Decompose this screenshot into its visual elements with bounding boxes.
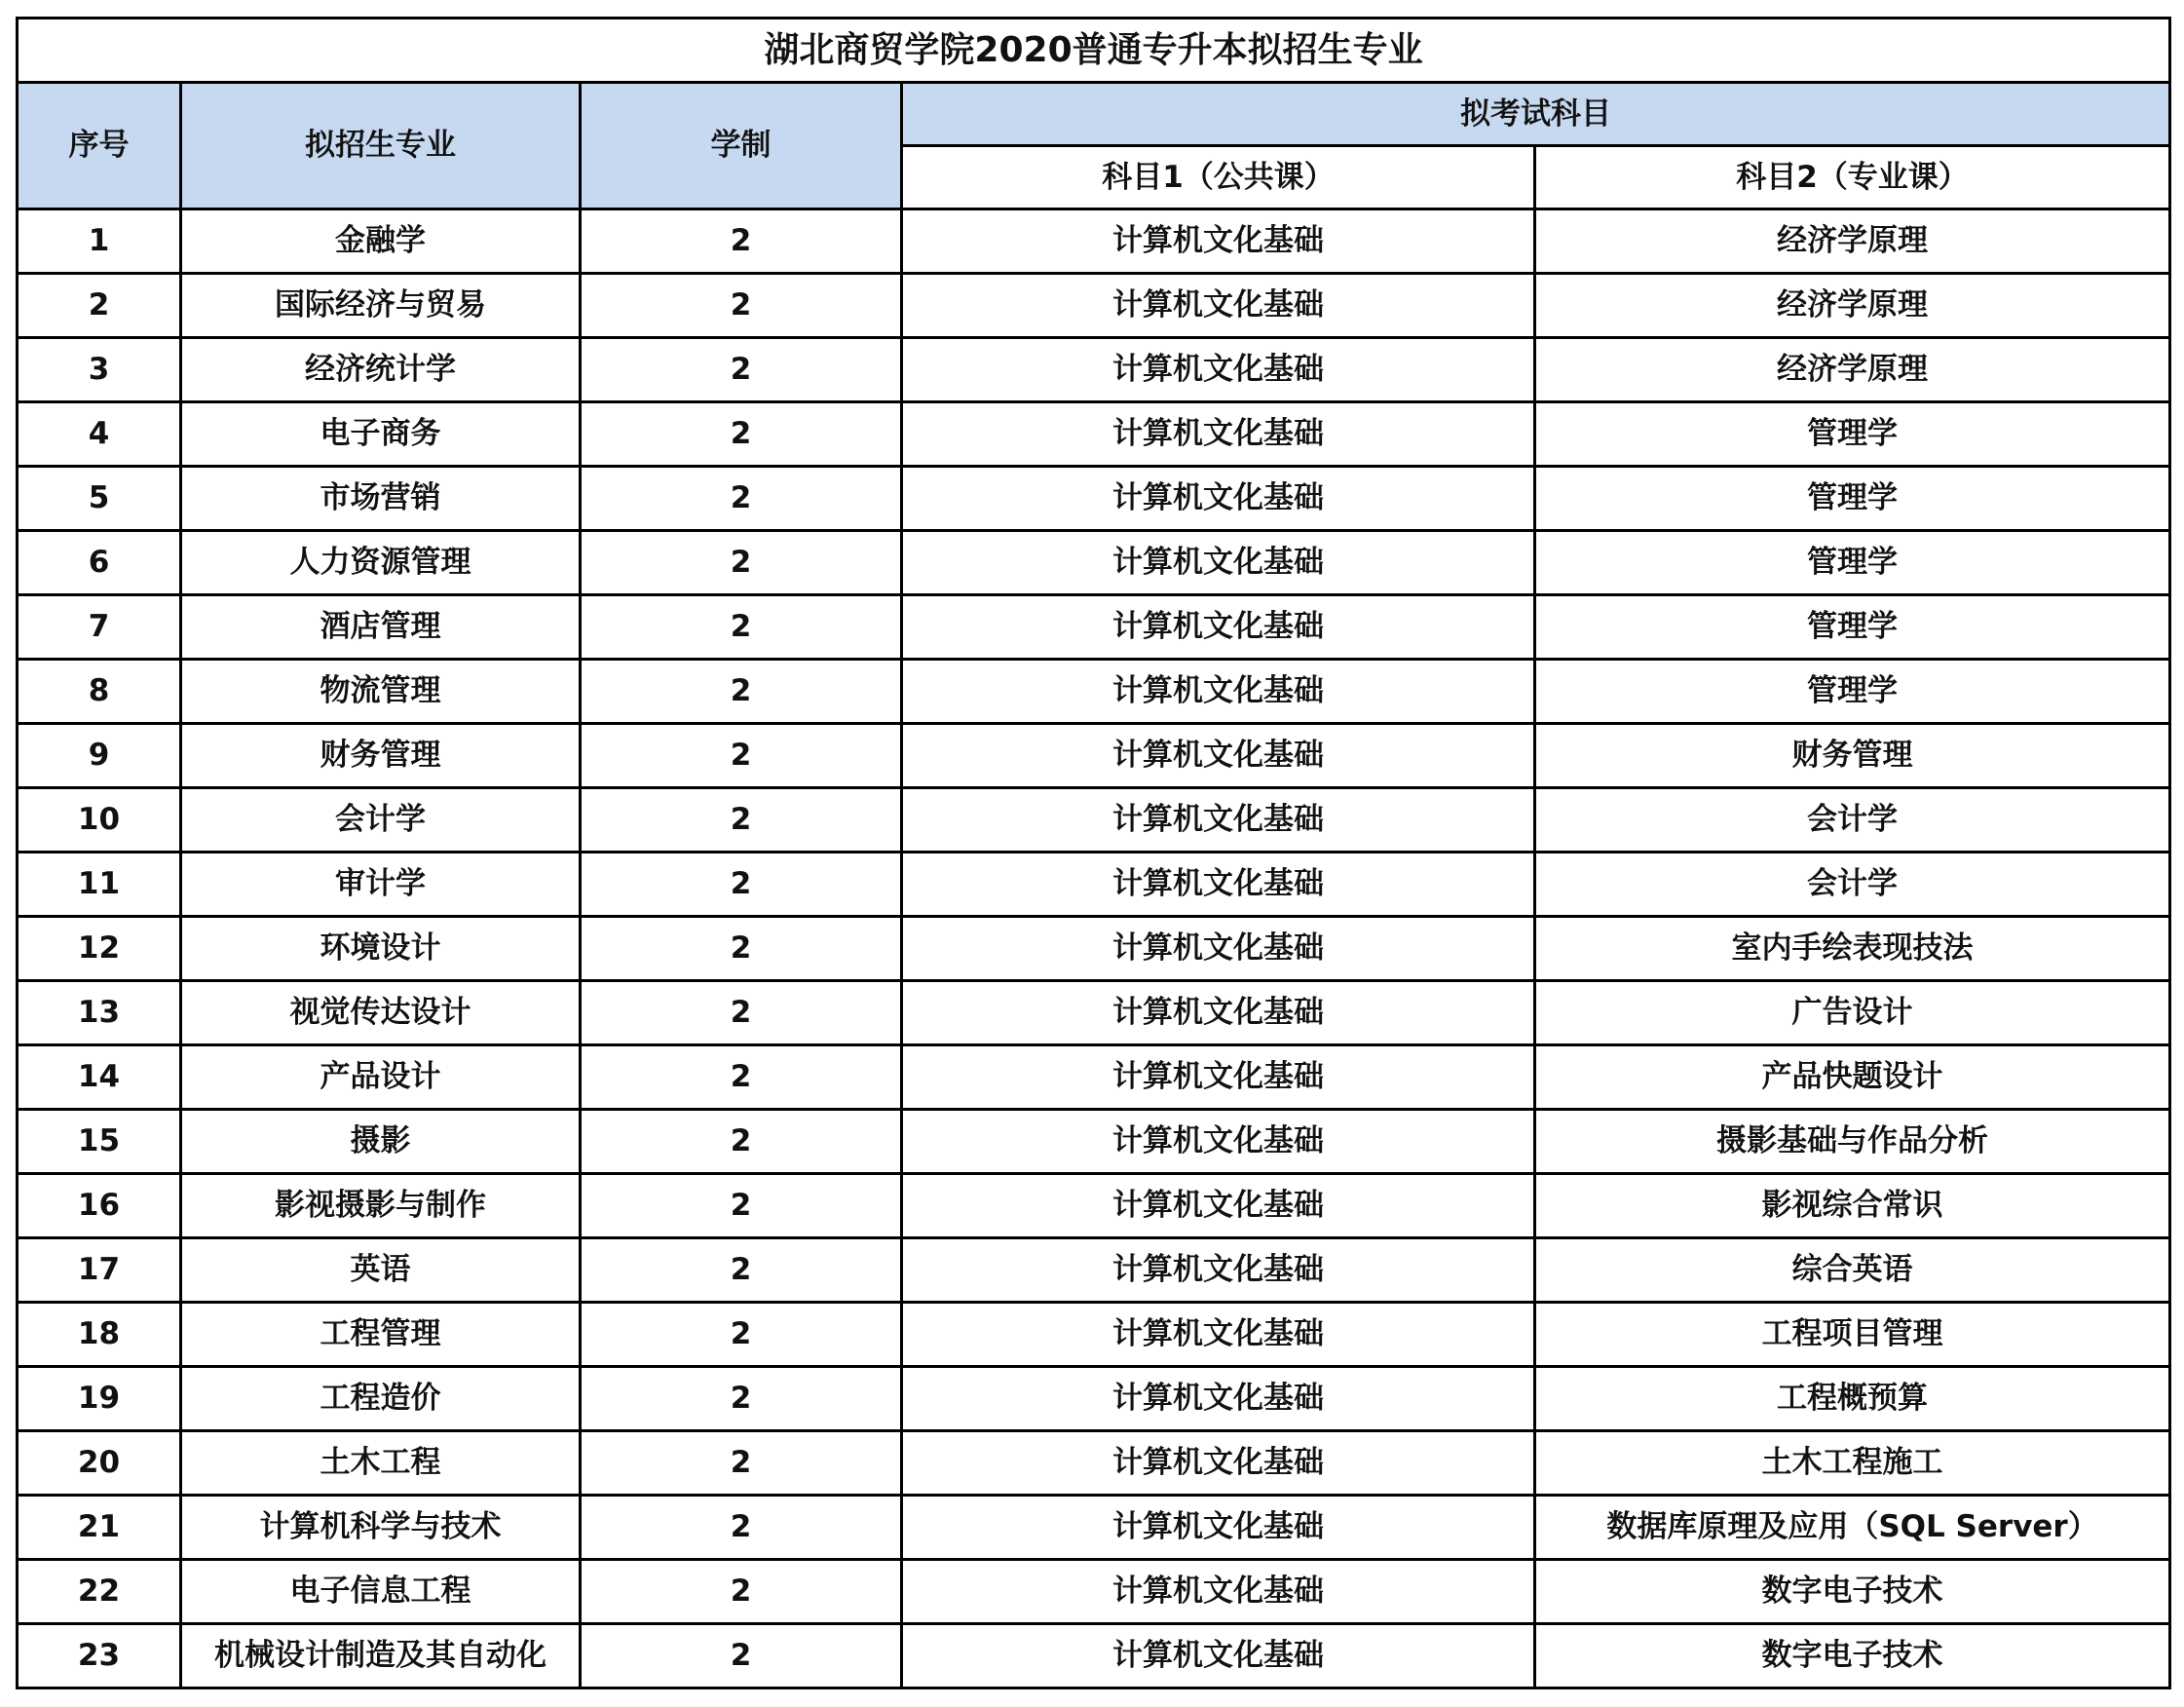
cell-subject2: 土木工程施工 xyxy=(1535,1431,2170,1496)
header-row-1 xyxy=(18,83,2170,146)
cell-duration: 2 xyxy=(581,1624,902,1688)
table-row xyxy=(18,595,2170,660)
cell-duration: 2 xyxy=(581,402,902,467)
table-row xyxy=(18,660,2170,724)
cell-index: 4 xyxy=(18,402,181,467)
cell-index: 5 xyxy=(18,467,181,531)
cell-major: 市场营销 xyxy=(181,467,581,531)
cell-duration: 2 xyxy=(581,724,902,788)
cell-duration: 2 xyxy=(581,1174,902,1238)
cell-subject2: 摄影基础与作品分析 xyxy=(1535,1110,2170,1174)
cell-index: 23 xyxy=(18,1624,181,1688)
table-title: 湖北商贸学院2020普通专升本拟招生专业 xyxy=(18,19,2170,83)
cell-subject2: 经济学原理 xyxy=(1535,209,2170,274)
table-row xyxy=(18,981,2170,1045)
header-index: 序号 xyxy=(18,83,181,209)
cell-major: 会计学 xyxy=(181,788,581,853)
table-row xyxy=(18,1560,2170,1624)
table-row xyxy=(18,917,2170,981)
cell-major: 工程造价 xyxy=(181,1367,581,1431)
cell-index: 9 xyxy=(18,724,181,788)
cell-major: 土木工程 xyxy=(181,1431,581,1496)
cell-subject1: 计算机文化基础 xyxy=(902,660,1535,724)
cell-index: 17 xyxy=(18,1238,181,1303)
cell-index: 15 xyxy=(18,1110,181,1174)
cell-subject1: 计算机文化基础 xyxy=(902,1496,1535,1560)
cell-duration: 2 xyxy=(581,981,902,1045)
cell-subject2: 室内手绘表现技法 xyxy=(1535,917,2170,981)
table-row xyxy=(18,1238,2170,1303)
cell-duration: 2 xyxy=(581,853,902,917)
cell-index: 21 xyxy=(18,1496,181,1560)
cell-subject1: 计算机文化基础 xyxy=(902,853,1535,917)
cell-subject2: 经济学原理 xyxy=(1535,274,2170,338)
cell-subject2: 广告设计 xyxy=(1535,981,2170,1045)
cell-index: 2 xyxy=(18,274,181,338)
cell-major: 环境设计 xyxy=(181,917,581,981)
cell-subject2: 工程项目管理 xyxy=(1535,1303,2170,1367)
cell-major: 金融学 xyxy=(181,209,581,274)
cell-major: 工程管理 xyxy=(181,1303,581,1367)
cell-major: 英语 xyxy=(181,1238,581,1303)
cell-index: 12 xyxy=(18,917,181,981)
table-row xyxy=(18,724,2170,788)
table-row xyxy=(18,1624,2170,1688)
cell-subject2: 管理学 xyxy=(1535,595,2170,660)
cell-duration: 2 xyxy=(581,595,902,660)
title-row xyxy=(18,19,2170,83)
cell-subject1: 计算机文化基础 xyxy=(902,981,1535,1045)
cell-index: 16 xyxy=(18,1174,181,1238)
cell-subject1: 计算机文化基础 xyxy=(902,338,1535,402)
cell-duration: 2 xyxy=(581,1367,902,1431)
cell-subject1: 计算机文化基础 xyxy=(902,1174,1535,1238)
cell-major: 视觉传达设计 xyxy=(181,981,581,1045)
cell-subject2: 管理学 xyxy=(1535,467,2170,531)
cell-major: 人力资源管理 xyxy=(181,531,581,595)
cell-subject1: 计算机文化基础 xyxy=(902,1431,1535,1496)
cell-index: 19 xyxy=(18,1367,181,1431)
cell-duration: 2 xyxy=(581,660,902,724)
table-row xyxy=(18,402,2170,467)
cell-subject2: 数据库原理及应用（SQL Server） xyxy=(1535,1496,2170,1560)
cell-major: 影视摄影与制作 xyxy=(181,1174,581,1238)
cell-duration: 2 xyxy=(581,209,902,274)
table-row xyxy=(18,1367,2170,1431)
cell-duration: 2 xyxy=(581,338,902,402)
cell-duration: 2 xyxy=(581,467,902,531)
cell-duration: 2 xyxy=(581,1560,902,1624)
table-row xyxy=(18,1174,2170,1238)
cell-subject1: 计算机文化基础 xyxy=(902,788,1535,853)
cell-subject2: 数字电子技术 xyxy=(1535,1560,2170,1624)
cell-index: 10 xyxy=(18,788,181,853)
cell-subject2: 数字电子技术 xyxy=(1535,1624,2170,1688)
table-row xyxy=(18,209,2170,274)
table-row xyxy=(18,1496,2170,1560)
cell-duration: 2 xyxy=(581,917,902,981)
cell-major: 审计学 xyxy=(181,853,581,917)
table-row xyxy=(18,274,2170,338)
cell-subject1: 计算机文化基础 xyxy=(902,724,1535,788)
cell-major: 酒店管理 xyxy=(181,595,581,660)
header-duration: 学制 xyxy=(581,83,902,209)
table-row xyxy=(18,531,2170,595)
cell-subject1: 计算机文化基础 xyxy=(902,467,1535,531)
cell-major: 机械设计制造及其自动化 xyxy=(181,1624,581,1688)
table-row xyxy=(18,1110,2170,1174)
table-row xyxy=(18,1045,2170,1110)
cell-index: 14 xyxy=(18,1045,181,1110)
cell-subject1: 计算机文化基础 xyxy=(902,1303,1535,1367)
cell-major: 电子商务 xyxy=(181,402,581,467)
majors-table xyxy=(16,17,2171,1689)
cell-subject1: 计算机文化基础 xyxy=(902,1367,1535,1431)
cell-index: 20 xyxy=(18,1431,181,1496)
header-major: 拟招生专业 xyxy=(181,83,581,209)
cell-index: 11 xyxy=(18,853,181,917)
cell-subject2: 管理学 xyxy=(1535,402,2170,467)
cell-subject1: 计算机文化基础 xyxy=(902,209,1535,274)
cell-major: 计算机科学与技术 xyxy=(181,1496,581,1560)
table-row xyxy=(18,1303,2170,1367)
table-row xyxy=(18,853,2170,917)
cell-subject1: 计算机文化基础 xyxy=(902,595,1535,660)
cell-subject1: 计算机文化基础 xyxy=(902,1624,1535,1688)
table-row xyxy=(18,788,2170,853)
table-row xyxy=(18,1431,2170,1496)
header-subject1: 科目1（公共课） xyxy=(902,146,1535,209)
table-row xyxy=(18,467,2170,531)
cell-subject1: 计算机文化基础 xyxy=(902,274,1535,338)
cell-duration: 2 xyxy=(581,1431,902,1496)
cell-subject1: 计算机文化基础 xyxy=(902,531,1535,595)
cell-index: 7 xyxy=(18,595,181,660)
header-exam-subjects: 拟考试科目 xyxy=(902,83,2170,146)
cell-index: 6 xyxy=(18,531,181,595)
header-subject2: 科目2（专业课） xyxy=(1535,146,2170,209)
cell-subject1: 计算机文化基础 xyxy=(902,402,1535,467)
cell-index: 3 xyxy=(18,338,181,402)
cell-major: 国际经济与贸易 xyxy=(181,274,581,338)
cell-subject2: 工程概预算 xyxy=(1535,1367,2170,1431)
cell-duration: 2 xyxy=(581,1496,902,1560)
cell-index: 1 xyxy=(18,209,181,274)
cell-major: 经济统计学 xyxy=(181,338,581,402)
cell-subject1: 计算机文化基础 xyxy=(902,1560,1535,1624)
cell-subject2: 会计学 xyxy=(1535,853,2170,917)
table-body xyxy=(18,209,2170,1688)
cell-subject1: 计算机文化基础 xyxy=(902,1045,1535,1110)
table-row xyxy=(18,338,2170,402)
cell-index: 13 xyxy=(18,981,181,1045)
cell-subject1: 计算机文化基础 xyxy=(902,917,1535,981)
cell-duration: 2 xyxy=(581,1045,902,1110)
cell-duration: 2 xyxy=(581,788,902,853)
cell-major: 财务管理 xyxy=(181,724,581,788)
cell-index: 18 xyxy=(18,1303,181,1367)
cell-major: 电子信息工程 xyxy=(181,1560,581,1624)
cell-subject2: 管理学 xyxy=(1535,660,2170,724)
cell-subject2: 产品快题设计 xyxy=(1535,1045,2170,1110)
cell-major: 摄影 xyxy=(181,1110,581,1174)
cell-duration: 2 xyxy=(581,1303,902,1367)
cell-subject2: 综合英语 xyxy=(1535,1238,2170,1303)
cell-index: 8 xyxy=(18,660,181,724)
cell-duration: 2 xyxy=(581,1110,902,1174)
cell-major: 物流管理 xyxy=(181,660,581,724)
cell-subject2: 会计学 xyxy=(1535,788,2170,853)
cell-duration: 2 xyxy=(581,1238,902,1303)
cell-subject2: 影视综合常识 xyxy=(1535,1174,2170,1238)
cell-subject2: 管理学 xyxy=(1535,531,2170,595)
cell-major: 产品设计 xyxy=(181,1045,581,1110)
cell-subject2: 财务管理 xyxy=(1535,724,2170,788)
cell-index: 22 xyxy=(18,1560,181,1624)
cell-duration: 2 xyxy=(581,274,902,338)
cell-subject1: 计算机文化基础 xyxy=(902,1238,1535,1303)
cell-duration: 2 xyxy=(581,531,902,595)
cell-subject2: 经济学原理 xyxy=(1535,338,2170,402)
enrollment-sheet xyxy=(16,17,2168,1689)
cell-subject1: 计算机文化基础 xyxy=(902,1110,1535,1174)
